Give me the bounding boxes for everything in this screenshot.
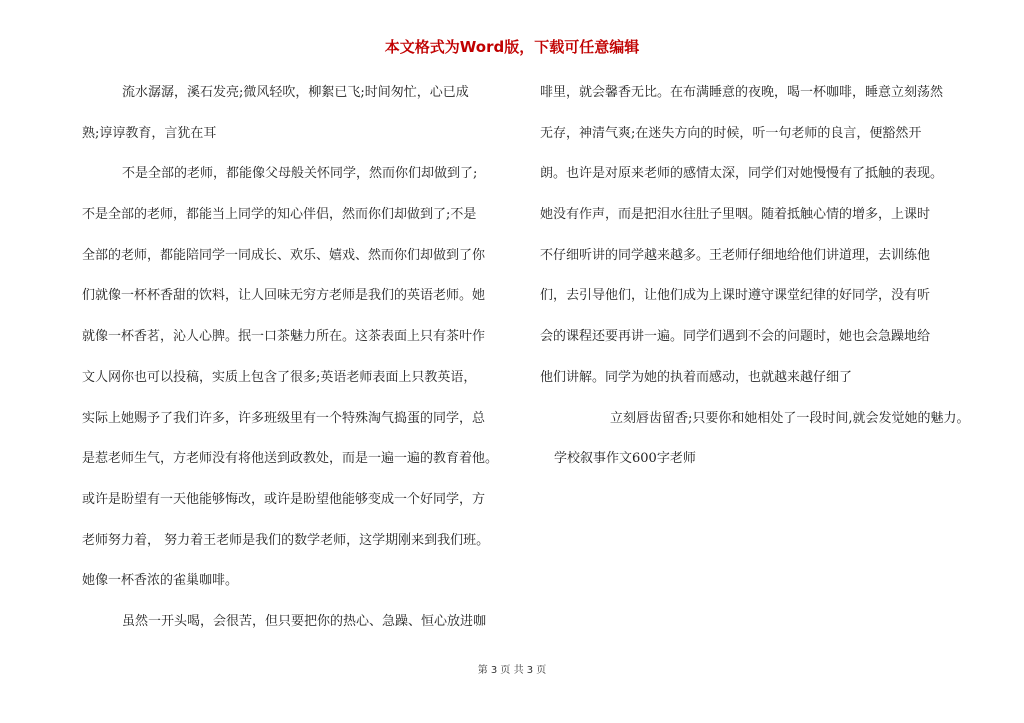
paragraph-line: 会的课程还要再讲一遍。同学们遇到不会的问题时，她也会急躁地给 — [540, 329, 931, 345]
paragraph-line: 她没有作声，而是把泪水往肚子里咽。随着抵触心情的增多，上课时 — [540, 207, 931, 223]
paragraph-line: 们，去引导他们，让他们成为上课时遵守课堂纪律的好同学，没有听 — [540, 288, 931, 304]
paragraph-line: 不是全部的老师，都能像父母般关怀同学，然而你们却做到了; — [122, 166, 478, 182]
paragraph-line: 立刻唇齿留香;只要你和她相处了一段时间,就会发觉她的魅力。 — [610, 410, 970, 426]
paragraph-line: 学校叙事作文600字老师 — [554, 451, 696, 467]
paragraph-line: 老师努力着， 努力着王老师是我们的数学老师，这学期刚来到我们班。 — [82, 532, 490, 548]
right-column — [540, 80, 972, 487]
paragraph-line: 们就像一杯杯香甜的饮料，让人回味无穷方老师是我们的英语老师。她 — [82, 288, 486, 304]
paragraph-line: 文人网你也可以投稿，实质上包含了很多;英语老师表面上只教英语， — [82, 369, 477, 385]
paragraph-line: 她像一杯香浓的雀巢咖啡。 — [82, 573, 239, 589]
page-number: 第 3 页 共 3 页 — [477, 665, 547, 676]
paragraph-line: 熟;谆谆教育，言犹在耳 — [82, 125, 217, 141]
paragraph-line: 就像一杯香茗，沁人心脾。抿一口茶魅力所在。这茶表面上只有茶叶作 — [82, 329, 486, 345]
paragraph-line: 或许是盼望有一天他能够悔改，或许是盼望他能够变成一个好同学，方 — [82, 491, 486, 507]
paragraph-line: 是惹老师生气，方老师没有将他送到政教处，而是一遍一遍的教育着他。 — [82, 451, 499, 467]
paragraph-line: 朗。也许是对原来老师的感情太深，同学们对她慢慢有了抵触的表现。 — [540, 166, 944, 182]
paragraph-line: 无存，神清气爽;在迷失方向的时候，听一句老师的良言，便豁然开 — [540, 125, 922, 141]
paragraph-line: 流水潺潺，溪石发亮;微风轻吹，柳絮已飞;时间匆忙，心已成 — [122, 85, 469, 100]
left-column — [82, 80, 514, 650]
paragraph-line: 全部的老师，都能陪同学一同成长、欢乐、嬉戏、然而你们却做到了你 — [82, 247, 486, 263]
document-banner: 本文格式为Word版，下载可任意编辑 — [384, 38, 640, 56]
paragraph-line: 啡里，就会馨香无比。在布满睡意的夜晚，喝一杯咖啡，睡意立刻荡然 — [540, 85, 944, 100]
paragraph-line: 不仔细听讲的同学越来越多。王老师仔细地给他们讲道理，去训练他 — [540, 247, 931, 263]
paragraph-line: 虽然一开头喝，会很苦，但只要把你的热心、急躁、恒心放进咖 — [122, 613, 487, 629]
paragraph-line: 他们讲解。同学为她的执着而感动，也就越来越仔细了 — [540, 369, 853, 385]
paragraph-line: 实际上她赐予了我们许多，许多班级里有一个特殊淘气捣蛋的同学，总 — [82, 410, 486, 426]
paragraph-line: 不是全部的老师，都能当上同学的知心伴侣，然而你们却做到了;不是 — [82, 207, 477, 223]
